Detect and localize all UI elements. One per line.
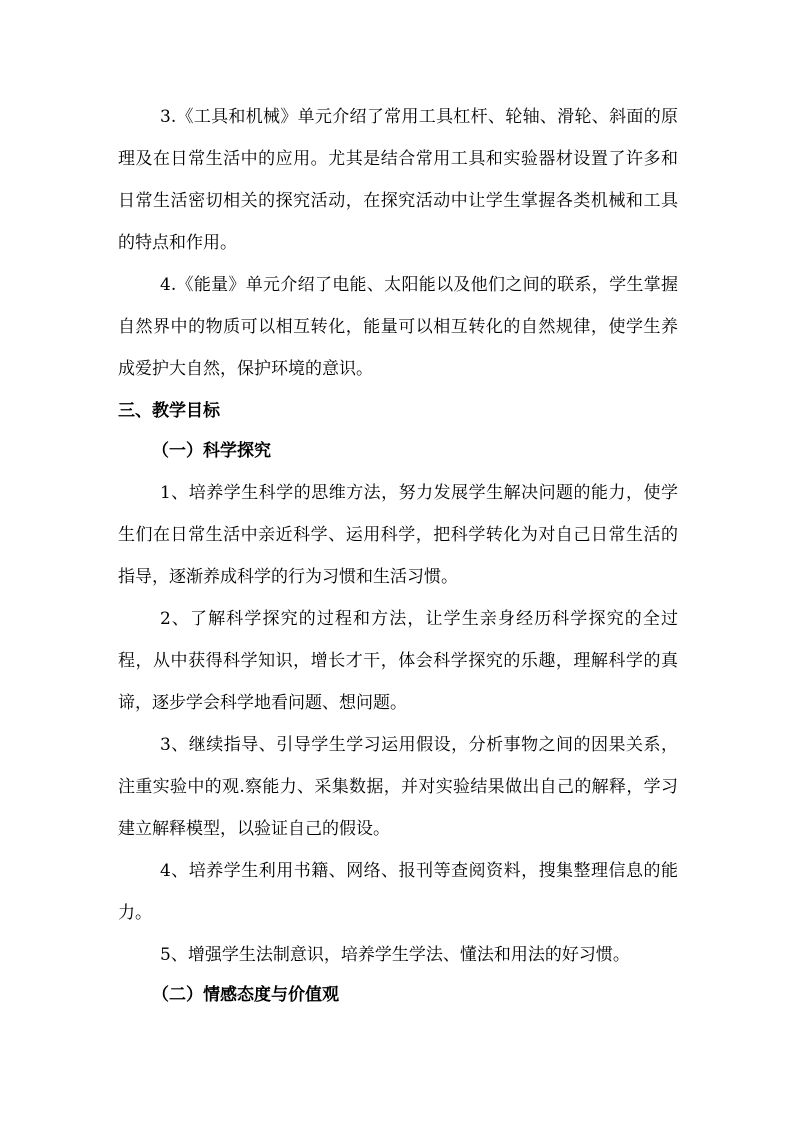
list-item-goal-4: 4、培养学生利用书籍、网络、报刊等查阅资料，搜集整理信息的能力。 (118, 861, 678, 923)
list-item-goal-1: 1、培养学生科学的思维方法，努力发展学生解决问题的能力，使学生们在日常生活中亲近科学、运用科学，把科学转化为对自己日常生活的指导，逐渐养成科学的行为习惯和生活习惯。 (118, 483, 678, 587)
list-item-goal-3: 3、继续指导、引导学生学习运用假设，分析事物之间的因果关系，注重实验中的观.察能力、采集数据，并对实验结果做出自己的解释，学习建立解释模型，以验证自己的假设。 (118, 735, 678, 839)
paragraph-tools-machines: 3.《工具和机械》单元介绍了常用工具杠杆、轮轴、滑轮、斜面的原理及在日常生活中的应用。尤其是结合常用工具和实验器材设置了许多和日常生活密切相关的探究活动，在探究活动中让学生掌握各类机械和工具的特点和作用。 (118, 107, 678, 253)
subsection-heading-science-inquiry: （一）科学探究 (152, 441, 271, 461)
paragraph-energy: 4.《能量》单元介绍了电能、太阳能以及他们之间的联系，学生掌握自然界中的物质可以相互转化，能量可以相互转化的自然规律，使学生养成爱护大自然，保护环境的意识。 (118, 275, 678, 379)
list-item-goal-5: 5、增强学生法制意识，培养学生学法、懂法和用法的好习惯。 (160, 945, 630, 965)
section-heading-teaching-goals: 三、教学目标 (118, 401, 220, 421)
list-item-goal-2: 2、了解科学探究的过程和方法，让学生亲身经历科学探究的全过程，从中获得科学知识，增长才干，体会科学探究的乐趣，理解科学的真谛，逐步学会科学地看问题、想问题。 (118, 609, 678, 713)
subsection-heading-attitude-values: （二）情感态度与价值观 (152, 985, 339, 1005)
